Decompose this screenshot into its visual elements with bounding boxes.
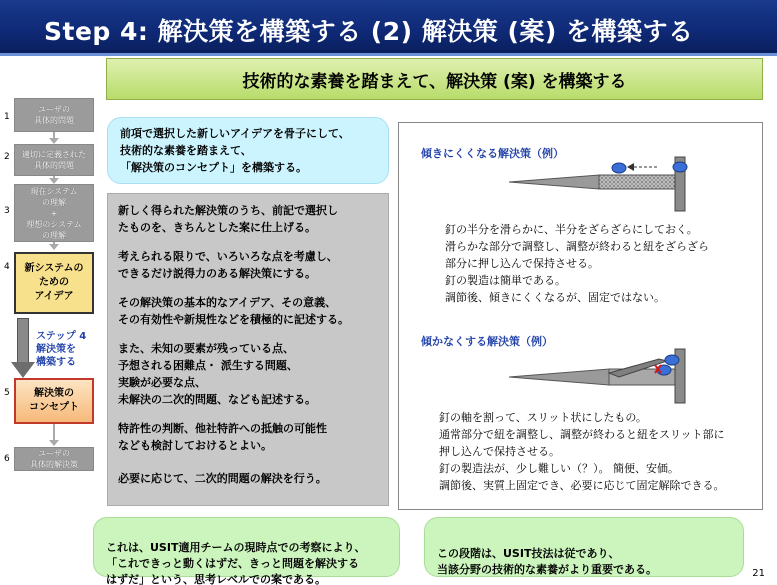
step4-arrow-head <box>11 362 35 378</box>
note-box-left <box>93 517 400 585</box>
slide-title: Step 4: 解決策を構築する (2) 解決策 (案) を構築する <box>44 17 694 46</box>
flow-step-2 <box>14 144 94 176</box>
title-bar <box>0 0 777 56</box>
step-number: 1 <box>4 112 10 122</box>
note-box-right <box>424 517 744 577</box>
flow-arrow <box>49 244 59 250</box>
intro-box <box>107 117 389 184</box>
flow-step-6 <box>14 447 94 471</box>
flow-step-5-solution-concept <box>14 378 94 424</box>
nail-rough-surface-icon <box>509 153 699 215</box>
example-2-title: 傾かなくする解決策（例） <box>421 335 553 348</box>
note-text: この段階は、USIT技法は従であり、 当該分野の技術的な素養がより重要である。 <box>437 547 657 576</box>
step-number: 6 <box>4 454 10 464</box>
point-item: また、未知の要素が残っている点、 予想される困難点・ 派生する問題、 実験が必要な点、 未解決の二次的問題、なども記述する。 <box>118 342 316 406</box>
flow-step-4-new-idea <box>14 252 94 314</box>
subtitle-text: 技術的な素養を踏まえて、解決策 (案) を構築する <box>242 71 627 92</box>
step4-arrow-stem <box>17 318 29 364</box>
flow-step-label: 新システムの ための アイデア <box>24 263 84 302</box>
intro-text: 前項で選択した新しいアイデアを骨子にして、 技術的な素養を踏まえて、 「解決策のコンセプト」を構築する。 <box>120 127 350 174</box>
flow-step-3 <box>14 184 94 242</box>
page-number: 21 <box>752 568 765 579</box>
step-number: 4 <box>4 262 10 272</box>
note-text: これは、USIT適用チームの現時点での考察により、 「これできっと動くはずだ、きっと問題を解決する はずだ」という、思考レベルでの案である。 <box>106 541 366 585</box>
step-number: 5 <box>4 388 10 398</box>
point-item: 特許性の判断、他社特許への抵触の可能性 なども検討しておけるとよい。 <box>118 422 327 452</box>
flow-arrow <box>49 440 59 446</box>
example-2-description: 釘の軸を割って、スリット状にしたもの。 通常部分で紐を調整し、調整が終わると紐をスリット部に 押し込んで保持させる。 釘の製造法が、少し難しい（？）。 簡便、安価。 調節後、実質上固定でき、必要に応じて固定解除できる。 <box>439 411 725 492</box>
subtitle-banner <box>106 58 763 100</box>
examples-panel <box>398 122 763 510</box>
flow-step-label: ユーザの 具体的問題 <box>34 105 74 125</box>
flow-step-label: ユーザの 具体的解決策 <box>30 449 78 469</box>
flow-step-label: 現在システム の理解 + 理想のシステム の理解 <box>26 186 82 240</box>
step-number: 2 <box>4 152 10 162</box>
flow-step-1 <box>14 98 94 132</box>
flow-step-label: 適切に定義された 具体的問題 <box>22 150 86 170</box>
points-box <box>107 193 389 506</box>
nail-slit-icon <box>509 343 699 405</box>
flow-step-label: 解決策の コンセプト <box>29 388 79 413</box>
step-number: 3 <box>4 206 10 216</box>
point-item: 考えられる限りで、いろいろな点を考慮し、 できるだけ説得力のある解決策にする。 <box>118 250 338 280</box>
step4-arrow-label: ステップ 4 解決策を 構築する <box>36 331 87 368</box>
example-1-title: 傾きにくくなる解決策（例） <box>421 147 564 160</box>
point-item: 必要に応じて、二次的問題の解決を行う。 <box>118 472 327 485</box>
point-item: その解決策の基本的なアイデア、その意義、 その有効性や新規性などを積極的に記述する。 <box>118 296 349 326</box>
point-item: 新しく得られた解決策のうち、前記で選択し たものを、きちんとした案に仕上げる。 <box>118 204 338 234</box>
example-1-description: 釘の半分を滑らかに、半分をざらざらにしておく。 滑らかな部分で調整し、調整が終わると紐をざらざら 部分に押し込んで保持させる。 釘の製造は簡単である。 調節後、傾きにくくなるが、固定ではない。 <box>445 223 709 304</box>
